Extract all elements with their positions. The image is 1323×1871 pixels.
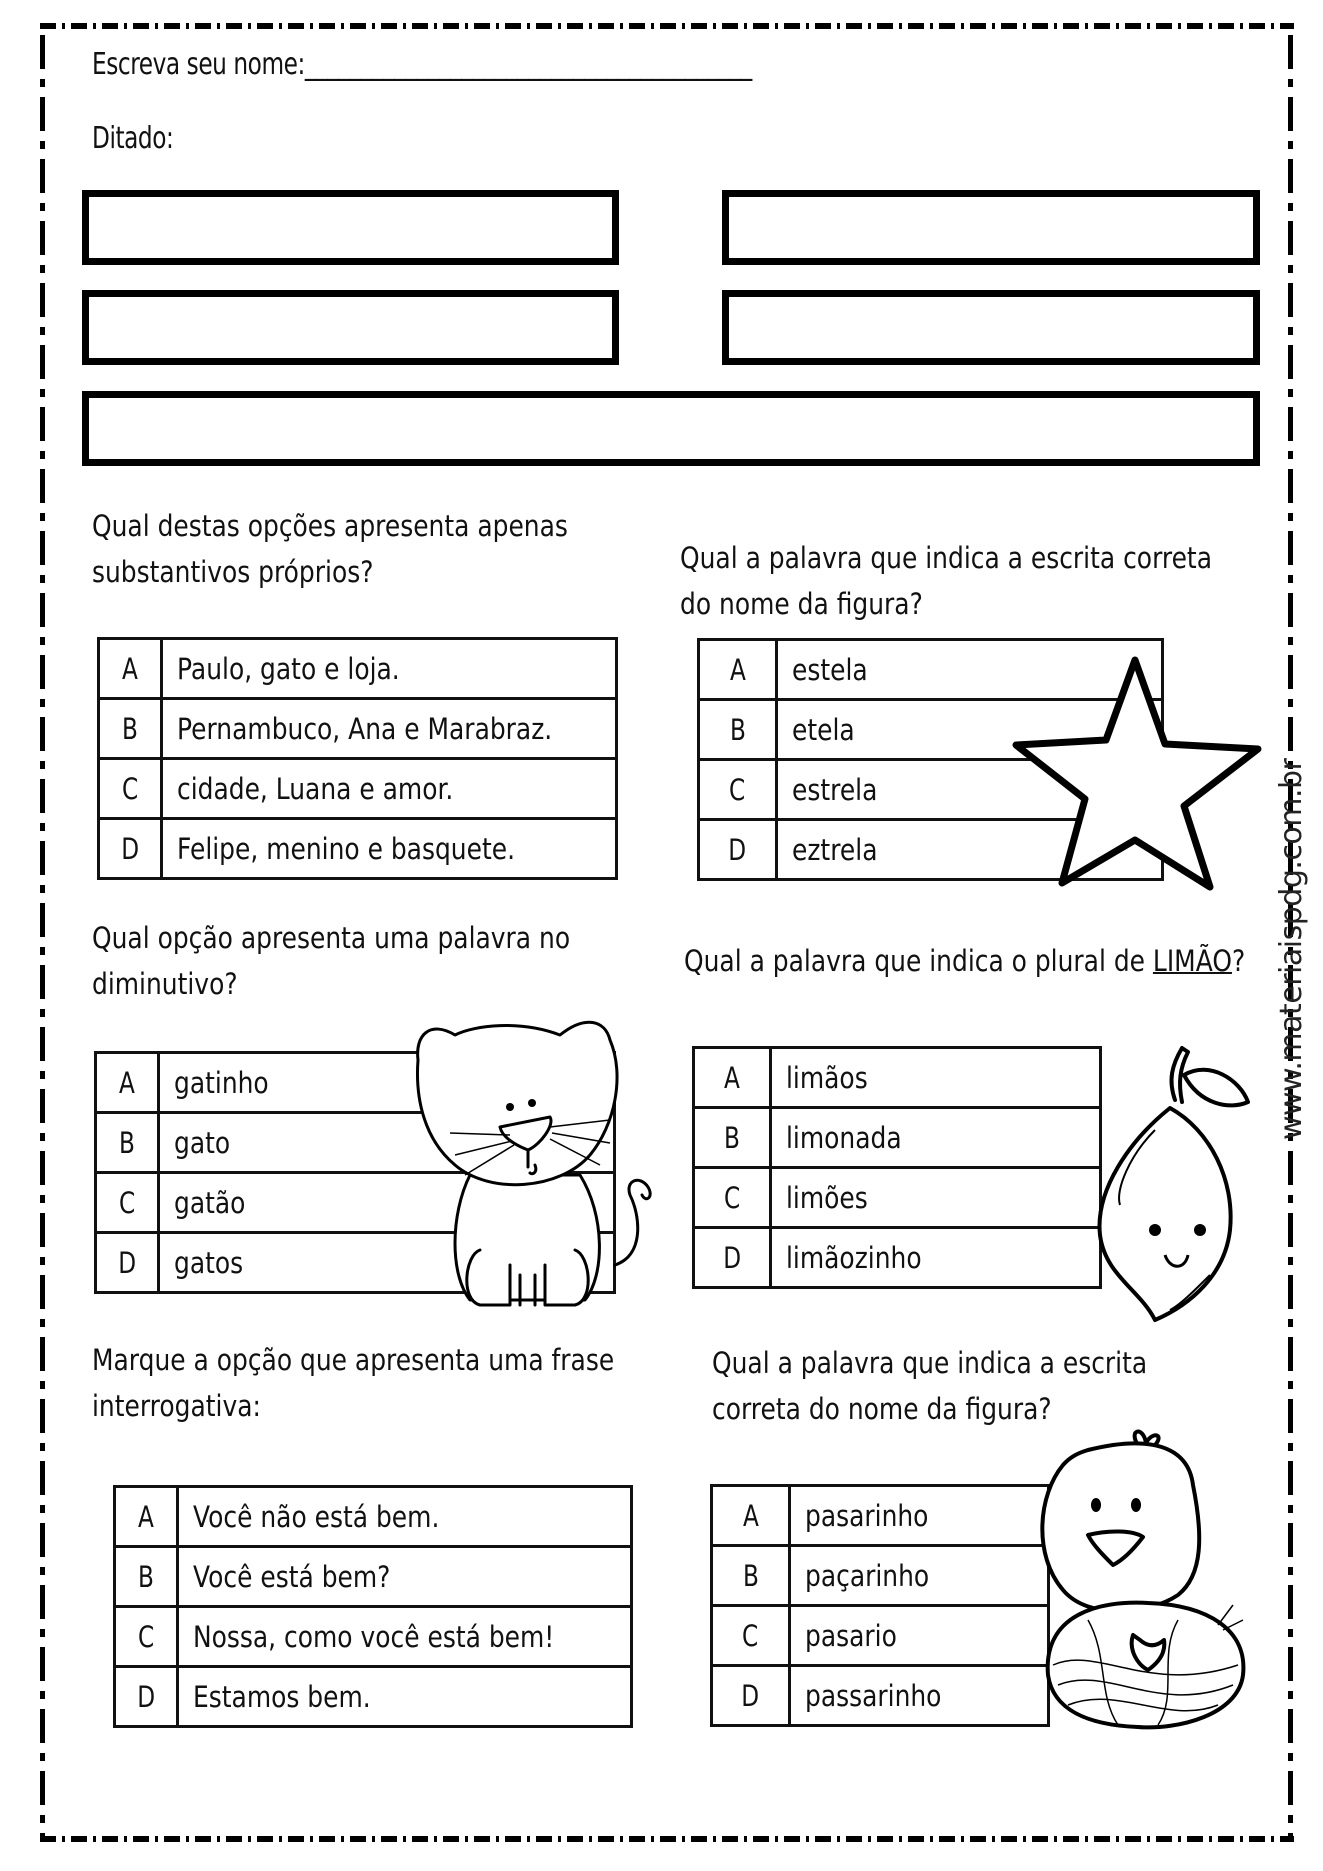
option-text: paçarinho [790,1546,1049,1606]
option-letter: A [99,639,162,699]
option-text: cidade, Luana e amor. [162,759,617,819]
option-text: limões [771,1168,1101,1228]
option-row[interactable] [99,759,617,819]
option-text: passarinho [790,1666,1049,1726]
option-text: gatinho [159,1053,615,1113]
option-text: limãozinho [771,1228,1101,1288]
question-1-line-2: substantivos próprios? [92,555,374,589]
question-5-text [92,1337,614,1429]
dictation-box-1[interactable] [82,190,619,265]
option-letter: A [694,1048,771,1108]
option-letter: C [99,759,162,819]
question-6-line-2: correta do nome da figura? [712,1392,1052,1426]
option-text: gato [159,1113,615,1173]
dictation-box-3[interactable] [82,290,619,365]
option-letter: D [96,1233,159,1293]
option-text: estrela [777,760,1163,820]
question-1-options [97,637,618,880]
option-letter: D [699,820,777,880]
option-letter: C [96,1173,159,1233]
name-input-line[interactable]: ________________________________________ [304,47,752,82]
option-letter: C [699,760,777,820]
question-6-options [710,1484,1050,1727]
question-4-text [684,938,1245,984]
option-letter: B [115,1547,178,1607]
question-3-line-1: Qual opção apresenta uma palavra no [92,921,571,955]
dictation-label: Ditado: [92,121,174,156]
option-text: Estamos bem. [178,1667,632,1727]
question-3-text [92,915,570,1007]
watermark-url: www.materiaispdg.com.br [1274,758,1309,1140]
option-letter: C [115,1607,178,1667]
question-4-prefix: Qual a palavra que indica o plural de [684,944,1153,978]
cat-illustration [410,1015,660,1315]
option-letter: B [96,1113,159,1173]
option-letter: D [712,1666,790,1726]
star-icon [1010,652,1260,892]
question-1-line-1: Qual destas opções apresenta apenas [92,509,568,543]
question-2-line-1: Qual a palavra que indica a escrita correta [680,541,1213,575]
question-6-line-1: Qual a palavra que indica a escrita [712,1346,1148,1380]
question-5-options [113,1485,633,1728]
option-text: pasario [790,1606,1049,1666]
bird-in-nest-illustration [1028,1425,1268,1735]
option-letter: A [115,1487,178,1547]
option-text: Felipe, menino e basquete. [162,819,617,879]
page-border-bottom [40,1836,1294,1842]
option-letter: D [99,819,162,879]
dictation-box-2[interactable] [722,190,1260,265]
dictation-box-4[interactable] [722,290,1260,365]
option-row[interactable] [694,1108,1101,1168]
option-text: pasarinho [790,1486,1049,1546]
option-text: estela [777,640,1163,700]
option-text: gatos [159,1233,615,1293]
option-letter: B [699,700,777,760]
option-letter: D [115,1667,178,1727]
option-row[interactable] [712,1666,1049,1726]
option-letter: A [699,640,777,700]
option-row[interactable] [712,1606,1049,1666]
question-6-text [712,1340,1147,1432]
option-text: Paulo, gato e loja. [162,639,617,699]
question-2-text [680,535,1212,627]
option-letter: A [96,1053,159,1113]
option-text: Você não está bem. [178,1487,632,1547]
option-text: Pernambuco, Ana e Marabraz. [162,699,617,759]
option-text: gatão [159,1173,615,1233]
name-prompt [92,47,752,82]
option-text: etela [777,700,1163,760]
option-row[interactable] [115,1487,632,1547]
option-letter: A [712,1486,790,1546]
option-row[interactable] [694,1168,1101,1228]
option-letter: C [694,1168,771,1228]
option-row[interactable] [99,819,617,879]
name-label: Escreva seu nome: [92,47,305,82]
option-letter: B [712,1546,790,1606]
question-4-emphasis-word: LIMÃO [1152,944,1232,978]
option-row[interactable] [694,1048,1101,1108]
question-2-line-2: do nome da figura? [680,587,923,621]
option-letter: D [694,1228,771,1288]
dictation-box-5[interactable] [82,391,1260,466]
question-1-text [92,503,568,595]
option-row[interactable] [712,1486,1049,1546]
question-5-line-1: Marque a opção que apresenta uma frase [92,1343,615,1377]
question-5-line-2: interrogativa: [92,1389,261,1423]
option-row[interactable] [694,1228,1101,1288]
lemon-illustration [1060,1030,1260,1330]
option-row[interactable] [712,1546,1049,1606]
option-row[interactable] [99,699,617,759]
question-4-options [692,1046,1102,1289]
option-row[interactable] [115,1667,632,1727]
option-row[interactable] [115,1607,632,1667]
option-letter: C [712,1606,790,1666]
page-border-left [40,35,45,1840]
option-letter: B [99,699,162,759]
option-row[interactable] [99,639,617,699]
page-border-top [40,23,1294,29]
option-row[interactable] [115,1547,632,1607]
question-3-line-2: diminutivo? [92,967,238,1001]
question-4-suffix: ? [1231,944,1246,978]
option-text: Nossa, como você está bem! [178,1607,632,1667]
option-text: limonada [771,1108,1101,1168]
option-text: eztrela [777,820,1163,880]
option-letter: B [694,1108,771,1168]
option-text: Você está bem? [178,1547,632,1607]
option-text: limãos [771,1048,1101,1108]
